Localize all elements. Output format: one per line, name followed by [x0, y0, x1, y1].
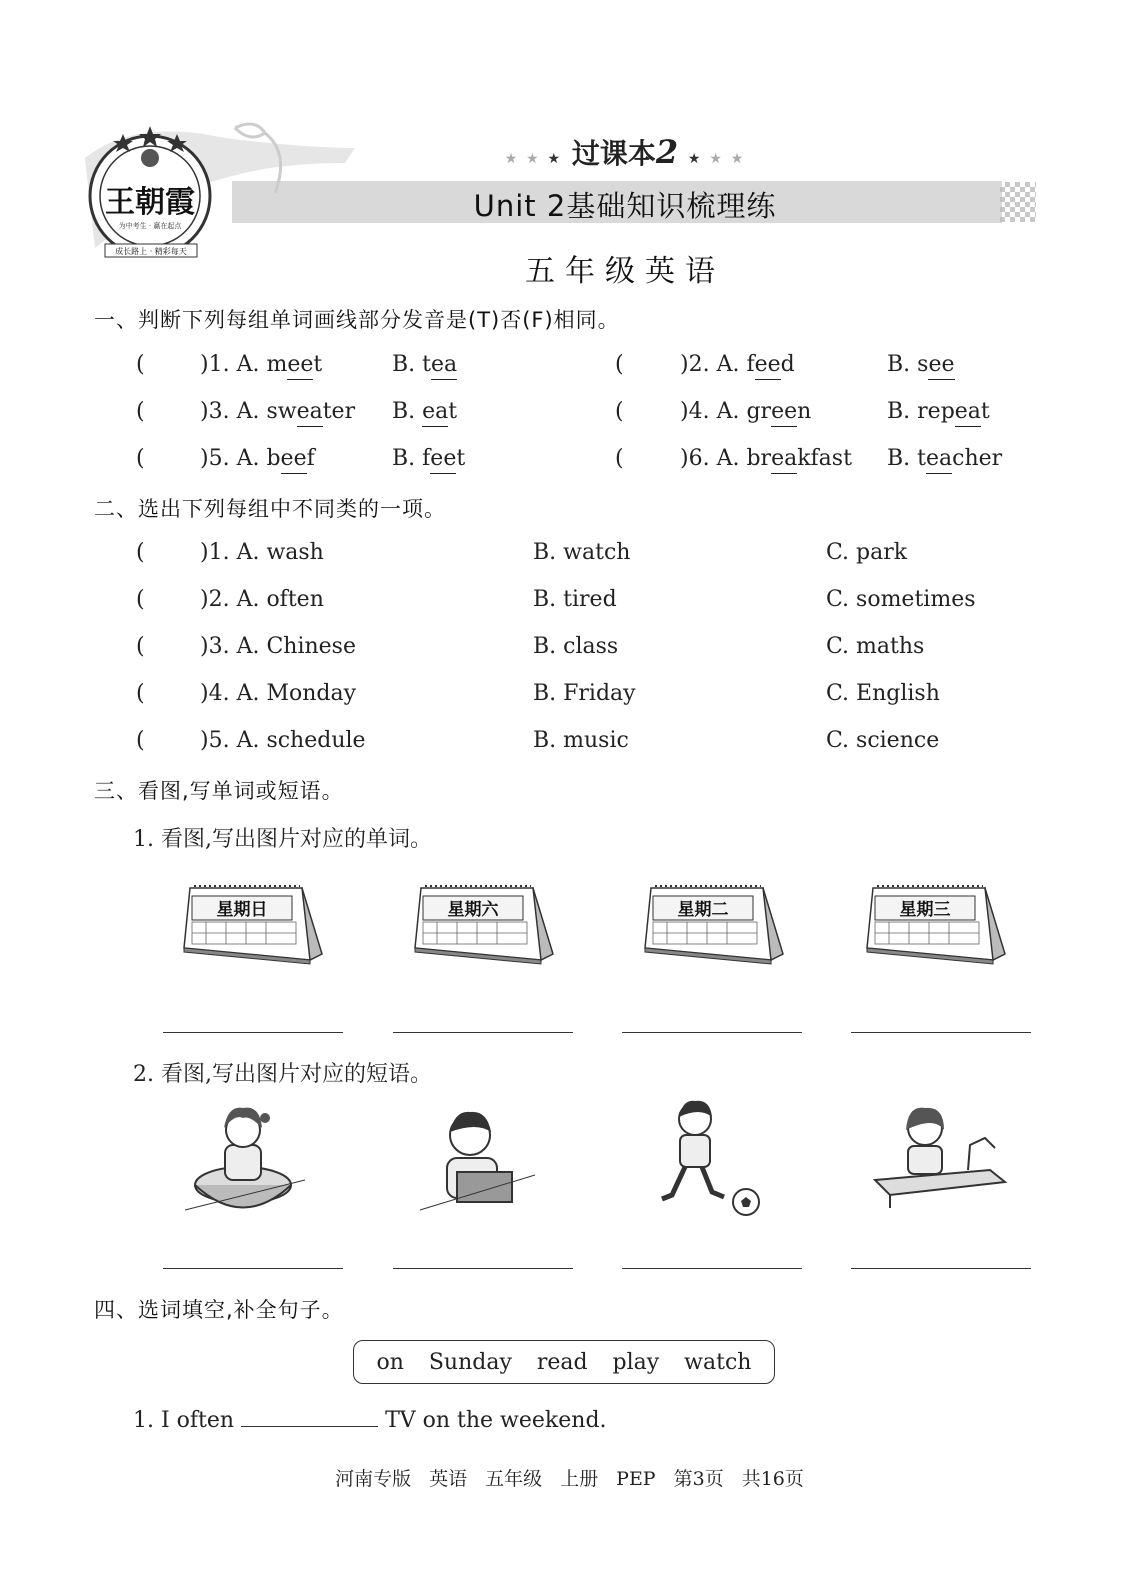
item-option-c: C. park — [826, 540, 908, 565]
item-option-b: B. repeat — [887, 399, 990, 424]
item-option-b: B. eat — [392, 399, 458, 424]
item-option-a: )1. A. wash — [200, 540, 324, 565]
item-option-c: C. English — [826, 681, 940, 706]
unit-title: Unit 2基础知识梳理练 — [473, 189, 777, 223]
section-1-title: 一、判断下列每组单词画线部分发音是(T)否(F)相同。 — [94, 308, 620, 332]
answer-paren[interactable]: ( — [615, 399, 624, 424]
calendar-picture — [182, 882, 324, 967]
calendar-picture — [865, 882, 1007, 967]
item-option-c: C. science — [826, 728, 940, 753]
item-option-a: )5. A. schedule — [200, 728, 366, 753]
reading-book-picture — [415, 1100, 545, 1220]
answer-paren[interactable]: ( — [136, 540, 145, 565]
item-option-b: B. watch — [533, 540, 631, 565]
brand-logo — [75, 118, 365, 268]
section-4-title: 四、选词填空,补全句子。 — [94, 1298, 344, 1322]
item-option-b: B. teacher — [887, 446, 1003, 471]
answer-paren[interactable]: ( — [136, 728, 145, 753]
item-option-a: )6. A. breakfast — [680, 446, 852, 471]
answer-paren[interactable]: ( — [136, 634, 145, 659]
page-footer: 河南专版 英语 五年级 上册 PEP 第3页 共16页 — [335, 1468, 804, 1490]
calendar-label: 星期三 — [899, 900, 951, 920]
answer-paren[interactable]: ( — [615, 352, 624, 377]
answer-blank-7[interactable] — [622, 1268, 802, 1269]
item-option-b: B. tired — [533, 587, 617, 612]
playing-football-picture — [650, 1097, 770, 1222]
word-bank-item: on — [376, 1349, 404, 1375]
item-option-a: )3. A. Chinese — [200, 634, 356, 659]
answer-paren[interactable]: ( — [136, 446, 145, 471]
logo-slogan-2: 成长路上 · 精彩每天 — [115, 247, 187, 256]
answer-paren[interactable]: ( — [136, 352, 145, 377]
answer-blank-5[interactable] — [163, 1268, 343, 1269]
item-option-a: )4. A. green — [680, 399, 812, 424]
item-option-b: B. feet — [392, 446, 466, 471]
answer-blank-8[interactable] — [851, 1268, 1031, 1269]
item-option-a: )2. A. feed — [680, 352, 795, 377]
logo-slogan-1: 为中考生 · 赢在起点 — [118, 222, 182, 230]
item-option-a: )1. A. meet — [200, 352, 323, 377]
doing-homework-picture — [870, 1100, 1010, 1215]
word-bank-item: watch — [684, 1349, 752, 1375]
checker-decoration — [1000, 182, 1036, 222]
section-3-title: 三、看图,写单词或短语。 — [94, 779, 344, 803]
item-option-c: C. sometimes — [826, 587, 976, 612]
course-label: ★ ★ ★ 过课本2 ★ ★ ★ — [504, 133, 746, 171]
calendar-label: 星期日 — [216, 900, 268, 920]
item-option-a: )2. A. often — [200, 587, 324, 612]
item-option-a: )4. A. Monday — [200, 681, 357, 706]
answer-blank-4[interactable] — [851, 1032, 1031, 1033]
item-option-b: B. class — [533, 634, 619, 659]
page-subtitle: 五年级英语 — [525, 254, 725, 289]
section-2-title: 二、选出下列每组中不同类的一项。 — [94, 497, 446, 521]
calendar-label: 星期二 — [677, 900, 729, 920]
sentence-1-blank[interactable] — [241, 1408, 378, 1427]
item-option-c: C. maths — [826, 634, 925, 659]
calendar-picture — [643, 882, 785, 967]
word-bank-item: play — [612, 1349, 660, 1375]
calendar-picture — [413, 882, 555, 967]
section-3-q1: 1. 看图,写出图片对应的单词。 — [133, 827, 432, 852]
item-option-b: B. Friday — [533, 681, 636, 706]
answer-blank-6[interactable] — [393, 1268, 573, 1269]
answer-blank-3[interactable] — [622, 1032, 802, 1033]
item-option-a: )5. A. beef — [200, 446, 315, 471]
answer-paren[interactable]: ( — [136, 399, 145, 424]
logo-brand: 王朝霞 — [105, 185, 195, 220]
item-option-b: B. tea — [392, 352, 458, 377]
calendar-label: 星期六 — [447, 900, 499, 920]
sentence-1: 1. I often TV on the weekend. — [133, 1408, 607, 1433]
answer-paren[interactable]: ( — [615, 446, 624, 471]
word-bank — [353, 1340, 775, 1384]
answer-paren[interactable]: ( — [136, 587, 145, 612]
item-option-b: B. see — [887, 352, 955, 377]
word-bank-item: read — [536, 1349, 588, 1375]
item-option-b: B. music — [533, 728, 629, 753]
item-option-a: )3. A. sweater — [200, 399, 356, 424]
answer-blank-1[interactable] — [163, 1032, 343, 1033]
answer-blank-2[interactable] — [393, 1032, 573, 1033]
word-bank-item: Sunday — [428, 1349, 512, 1375]
answer-paren[interactable]: ( — [136, 681, 145, 706]
section-3-q2: 2. 看图,写出图片对应的短语。 — [133, 1062, 432, 1087]
washing-clothes-picture — [180, 1100, 320, 1225]
